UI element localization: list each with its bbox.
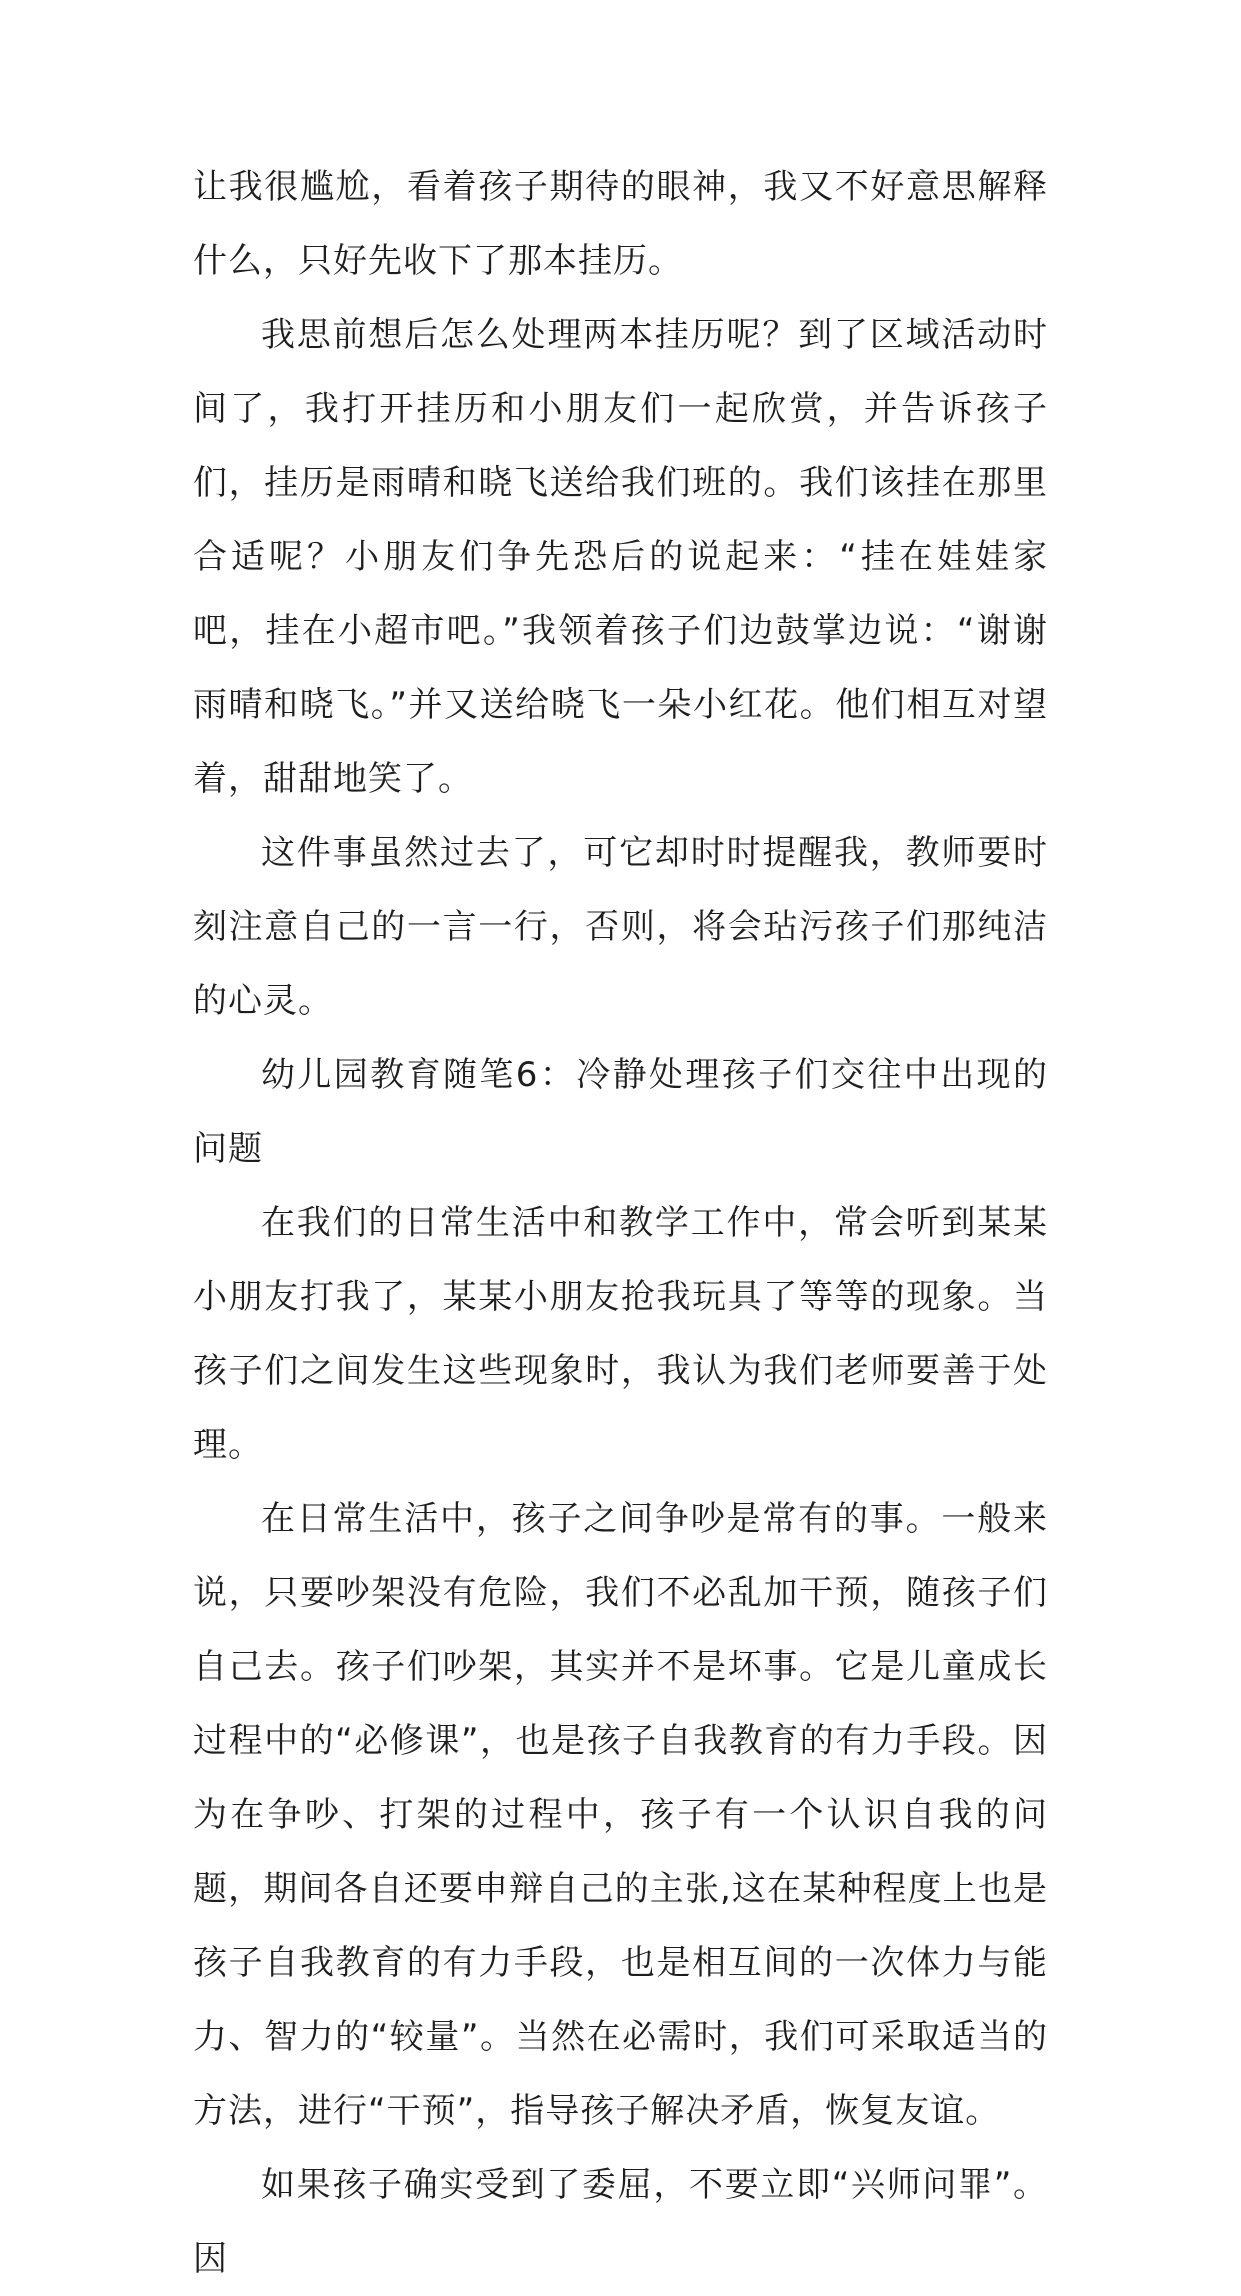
- paragraph-1: 让我很尴尬，看着孩子期待的眼神，我又不好意思解释什么，只好先收下了那本挂历。: [193, 167, 1048, 281]
- paragraph-6: 在日常生活中，孩子之间争吵是常有的事。一般来说，只要吵架没有危险，我们不必乱加干预，随孩子们自己去。孩子们吵架，其实并不是坏事。它是儿童成长过程中的“必修课”，也是孩子自我教育的有力手段。因为在争吵、打架的过程中，孩子有一个认识自我的问题，期间各自还要申辩自己的主张,这在某种程度上也是孩子自我教育的有力手段，也是相互间的一次体力与能力、智力的“较量”。当然在必需时，我们可采取适当的方法，进行“干预”，指导孩子解决矛盾，恢复友谊。: [193, 1499, 1048, 2131]
- paragraph-7: 如果孩子确实受到了委屈，不要立即“兴师问罪”。因: [193, 2165, 1048, 2279]
- paragraph-3: 这件事虽然过去了，可它却时时提醒我，教师要时刻注意自己的一言一行，否则，将会玷污孩子们那纯洁的心灵。: [193, 833, 1048, 1021]
- paragraph-2: 我思前想后怎么处理两本挂历呢？到了区域活动时间了，我打开挂历和小朋友们一起欣赏，并告诉孩子们，挂历是雨晴和晓飞送给我们班的。我们该挂在那里合适呢？小朋友们争先恐后的说起来：“挂在娃娃家吧，挂在小超市吧。”我领着孩子们边鼓掌边说：“谢谢雨晴和晓飞。”并又送给晓飞一朵小红花。他们相互对望着，甜甜地笑了。: [193, 315, 1048, 799]
- paragraph-5: 在我们的日常生活中和教学工作中，常会听到某某小朋友打我了，某某小朋友抢我玩具了等等的现象。当孩子们之间发生这些现象时，我认为我们老师要善于处理。: [193, 1203, 1048, 1465]
- section-heading: 幼儿园教育随笔6：冷静处理孩子们交往中出现的问题: [193, 1055, 1048, 1169]
- document-body: [193, 150, 1048, 2296]
